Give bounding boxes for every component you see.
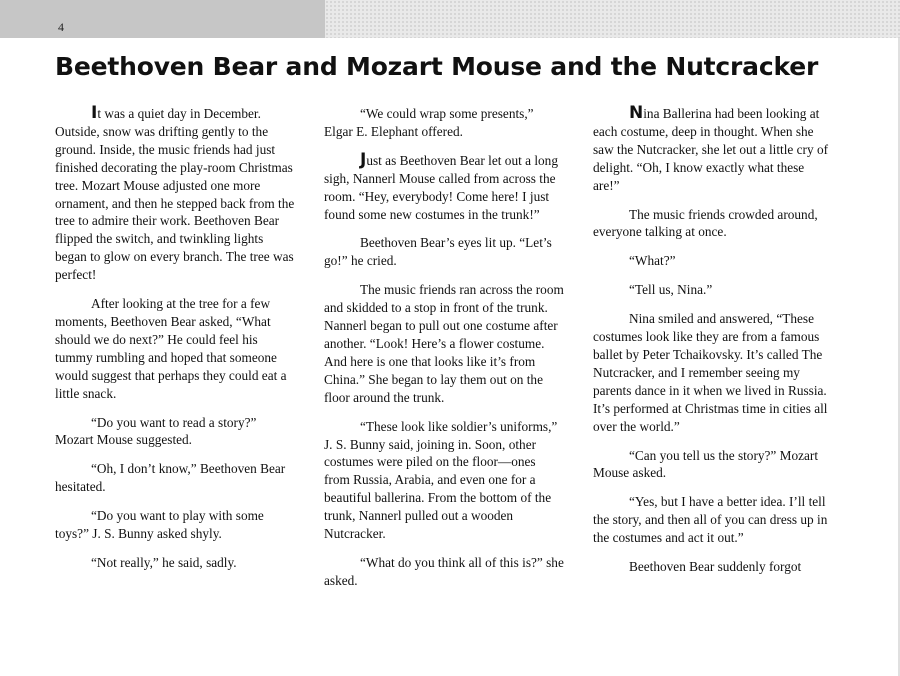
drop-cap: N (629, 103, 644, 123)
paragraph: “What?” (629, 253, 676, 269)
drop-cap: J (360, 149, 367, 170)
paragraph: “Do you want to play with some toys?” J. S. Bunny asked shyly. (55, 508, 264, 542)
paragraph (593, 105, 833, 195)
paragraph: After looking at the tree for a few moments, Beethoven Bear asked, “What should we do next?” He could feel his tummy rumbling and hoped that someone would suggest that perhaps they could eat a little snack. (55, 296, 287, 401)
header-bar (0, 0, 900, 38)
paragraph: “Tell us, Nina.” (629, 282, 713, 298)
text-column-3 (593, 105, 833, 587)
paragraph-text: ina Ballerina had been looking at each costume, deep in thought. When she saw the Nutcracker, she let out a little cry of delight. “Oh, I know exactly what these are!” (593, 106, 829, 193)
text-column-2 (324, 105, 564, 601)
paragraph: The music friends crowded around, everyone talking at once. (593, 206, 818, 240)
header-band-solid (0, 0, 325, 38)
paragraph (55, 105, 295, 284)
drop-cap: I (91, 103, 98, 123)
paragraph: Beethoven Bear’s eyes lit up. “Let’s go!” he cried. (324, 235, 552, 269)
paragraph: “We could wrap some presents,” Elgar E. Elephant offered. (324, 106, 534, 139)
paragraph-text: ust as Beethoven Bear let out a long sigh, Nannerl Mouse called from across the room. “Hey, everybody! Come here! I just found some new costumes in the trunk!” (324, 152, 558, 222)
paragraph: “Yes, but I have a better idea. I’ll tell the story, and then all of you can dress up in the costumes and act it out.” (593, 494, 828, 546)
paragraph: “Do you want to read a story?” Mozart Mouse suggested. (55, 414, 257, 448)
paragraph: “Can you tell us the story?” Mozart Mouse asked. (593, 447, 819, 481)
paragraph: Nina smiled and answered, “These costumes look like they are from a famous ballet by Peter Tchaikovsky. It’s called The Nutcracker, and I remember seeing my parents dance in it when we lived in Russia. It’s performed at Christmas time in cities all over the world.” (593, 311, 828, 434)
paragraph: “These look like soldier’s uniforms,” J. S. Bunny said, joining in. Soon, other costumes were piled on the floor—ones from Russia, Arabia, and even one for a beautiful ballerina. From the bottom of the trunk, Nannerl pulled out a wooden Nutcracker. (324, 418, 558, 542)
text-column-1 (55, 105, 295, 583)
page-number: 4 (58, 20, 64, 34)
paragraph: “Not really,” he said, sadly. (91, 554, 237, 570)
paragraph: The music friends ran across the room and skidded to a stop in front of the trunk. Nannerl began to pull out one costume after another. “Look! Here’s a flower costume. And here is one that looks like it’s from China.” She began to lay them out on the floor around the trunk. (324, 282, 564, 405)
paragraph (324, 149, 564, 224)
paragraph: Beethoven Bear suddenly forgot (629, 559, 802, 575)
paragraph: “Oh, I don’t know,” Beethoven Bear hesitated. (55, 461, 286, 495)
story-title: Beethoven Bear and Mozart Mouse and the Nutcracker (55, 52, 819, 81)
paragraph: “What do you think all of this is?” she asked. (324, 554, 564, 588)
header-band-dotted (325, 0, 900, 38)
paragraph-text: t was a quiet day in December. Outside, snow was drifting gently to the ground. Inside, the music friends had just finished decorating the play-room Christmas tree. Mozart Mouse adjusted one more ornament, and then he stepped back from the tree to admire their work. Beethoven Bear flipped the switch, and twinkling lights began to glow on every branch. The tree was perfect! (55, 106, 295, 283)
